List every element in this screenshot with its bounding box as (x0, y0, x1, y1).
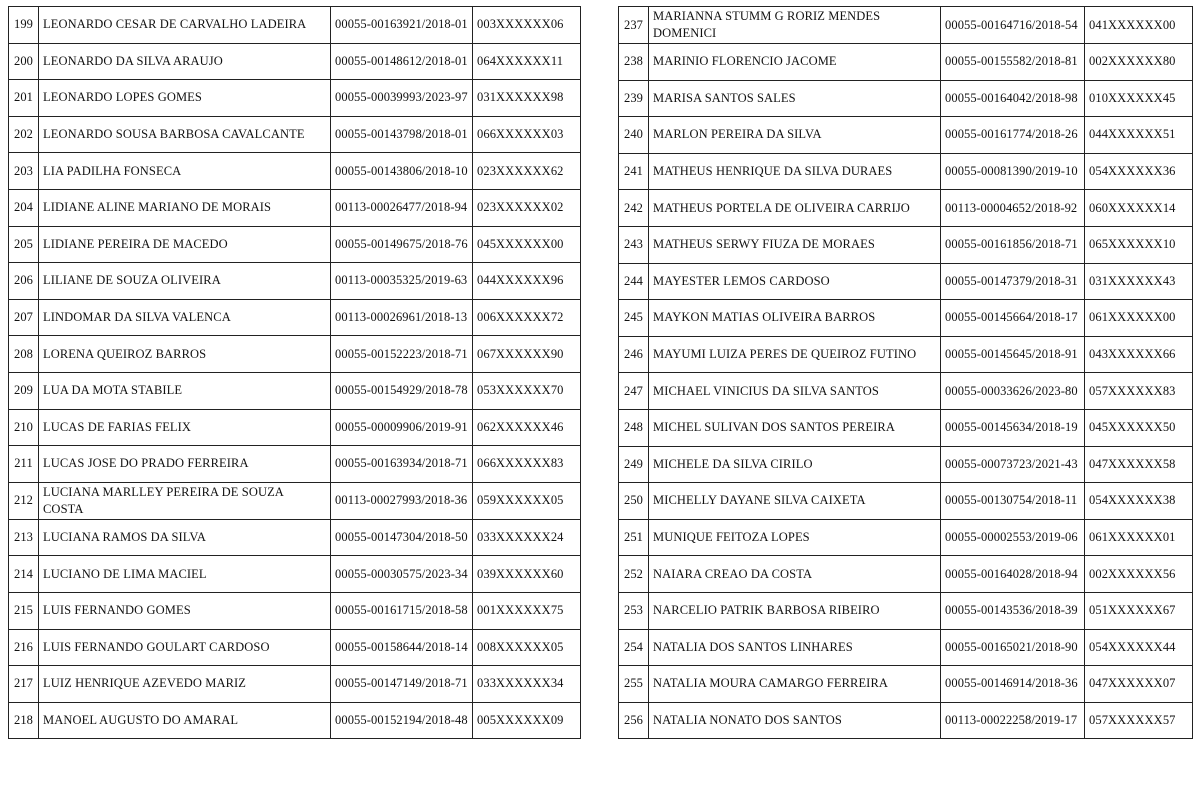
table-row (9, 336, 581, 373)
cpf-cell: 054XXXXXX44 (1085, 629, 1193, 666)
row-number-cell: 245 (619, 300, 649, 337)
table-row (619, 336, 1193, 373)
row-number-cell: 239 (619, 80, 649, 117)
table-row (619, 117, 1193, 154)
row-number-cell: 207 (9, 299, 39, 336)
cpf-cell: 010XXXXXX45 (1085, 80, 1193, 117)
name-cell: NAIARA CREAO DA COSTA (649, 556, 941, 593)
right-list-table (618, 6, 1193, 739)
row-number-cell: 250 (619, 483, 649, 520)
name-cell: MATHEUS HENRIQUE DA SILVA DURAES (649, 153, 941, 190)
process-number-cell: 00055-00009906/2019-91 (331, 409, 473, 446)
process-number-cell: 00055-00145634/2018-19 (941, 409, 1085, 446)
cpf-cell: 002XXXXXX80 (1085, 44, 1193, 81)
cpf-cell: 059XXXXXX05 (473, 482, 581, 519)
process-number-cell: 00055-00039993/2023-97 (331, 80, 473, 117)
process-number-cell: 00055-00163934/2018-71 (331, 446, 473, 483)
process-number-cell: 00055-00164042/2018-98 (941, 80, 1085, 117)
process-number-cell: 00055-00163921/2018-01 (331, 7, 473, 44)
process-number-cell: 00113-00022258/2019-17 (941, 702, 1085, 739)
row-number-cell: 243 (619, 226, 649, 263)
table-row (619, 153, 1193, 190)
process-number-cell: 00113-00035325/2019-63 (331, 263, 473, 300)
row-number-cell: 255 (619, 666, 649, 703)
row-number-cell: 244 (619, 263, 649, 300)
table-row (9, 702, 581, 739)
name-cell: MATHEUS PORTELA DE OLIVEIRA CARRIJO (649, 190, 941, 227)
name-cell: LEONARDO DA SILVA ARAUJO (39, 43, 331, 80)
row-number-cell: 203 (9, 153, 39, 190)
table-row (619, 702, 1193, 739)
table-row (9, 409, 581, 446)
name-cell: LUIS FERNANDO GOMES (39, 592, 331, 629)
left-table-body (9, 7, 581, 739)
row-number-cell: 253 (619, 592, 649, 629)
row-number-cell: 237 (619, 7, 649, 44)
cpf-cell: 031XXXXXX43 (1085, 263, 1193, 300)
table-row (619, 629, 1193, 666)
name-cell: LILIANE DE SOUZA OLIVEIRA (39, 263, 331, 300)
name-cell: LUIZ HENRIQUE AZEVEDO MARIZ (39, 666, 331, 703)
row-number-cell: 249 (619, 446, 649, 483)
process-number-cell: 00055-00081390/2019-10 (941, 153, 1085, 190)
process-number-cell: 00055-00147149/2018-71 (331, 666, 473, 703)
cpf-cell: 062XXXXXX46 (473, 409, 581, 446)
name-cell: LEONARDO LOPES GOMES (39, 80, 331, 117)
table-row (9, 299, 581, 336)
process-number-cell: 00055-00002553/2019-06 (941, 519, 1085, 556)
row-number-cell: 216 (9, 629, 39, 666)
table-row (9, 80, 581, 117)
cpf-cell: 044XXXXXX51 (1085, 117, 1193, 154)
row-number-cell: 204 (9, 189, 39, 226)
table-row (9, 226, 581, 263)
name-cell: MARLON PEREIRA DA SILVA (649, 117, 941, 154)
name-cell: LUCAS DE FARIAS FELIX (39, 409, 331, 446)
cpf-cell: 053XXXXXX70 (473, 372, 581, 409)
table-row (619, 666, 1193, 703)
row-number-cell: 199 (9, 7, 39, 44)
name-cell: LEONARDO CESAR DE CARVALHO LADEIRA (39, 7, 331, 44)
process-number-cell: 00055-00149675/2018-76 (331, 226, 473, 263)
process-number-cell: 00055-00164028/2018-94 (941, 556, 1085, 593)
table-row (619, 263, 1193, 300)
name-cell: NATALIA DOS SANTOS LINHARES (649, 629, 941, 666)
cpf-cell: 005XXXXXX09 (473, 702, 581, 739)
row-number-cell: 212 (9, 482, 39, 519)
cpf-cell: 057XXXXXX57 (1085, 702, 1193, 739)
row-number-cell: 213 (9, 519, 39, 556)
process-number-cell: 00055-00148612/2018-01 (331, 43, 473, 80)
row-number-cell: 206 (9, 263, 39, 300)
cpf-cell: 064XXXXXX11 (473, 43, 581, 80)
name-cell: MICHEL SULIVAN DOS SANTOS PEREIRA (649, 409, 941, 446)
cpf-cell: 045XXXXXX00 (473, 226, 581, 263)
name-cell: MUNIQUE FEITOZA LOPES (649, 519, 941, 556)
cpf-cell: 061XXXXXX01 (1085, 519, 1193, 556)
row-number-cell: 211 (9, 446, 39, 483)
cpf-cell: 066XXXXXX03 (473, 116, 581, 153)
cpf-cell: 065XXXXXX10 (1085, 226, 1193, 263)
process-number-cell: 00055-00161856/2018-71 (941, 226, 1085, 263)
name-cell: MAYESTER LEMOS CARDOSO (649, 263, 941, 300)
name-cell: MARIANNA STUMM G RORIZ MENDES DOMENICI (649, 7, 941, 44)
name-cell: MICHELLY DAYANE SILVA CAIXETA (649, 483, 941, 520)
name-cell: LORENA QUEIROZ BARROS (39, 336, 331, 373)
row-number-cell: 202 (9, 116, 39, 153)
cpf-cell: 067XXXXXX90 (473, 336, 581, 373)
row-number-cell: 241 (619, 153, 649, 190)
name-cell: MAYKON MATIAS OLIVEIRA BARROS (649, 300, 941, 337)
row-number-cell: 252 (619, 556, 649, 593)
row-number-cell: 208 (9, 336, 39, 373)
left-list-table (8, 6, 581, 739)
row-number-cell: 214 (9, 556, 39, 593)
process-number-cell: 00055-00073723/2021-43 (941, 446, 1085, 483)
process-number-cell: 00055-00147304/2018-50 (331, 519, 473, 556)
table-row (9, 43, 581, 80)
process-number-cell: 00113-00027993/2018-36 (331, 482, 473, 519)
process-number-cell: 00055-00164716/2018-54 (941, 7, 1085, 44)
row-number-cell: 240 (619, 117, 649, 154)
process-number-cell: 00055-00030575/2023-34 (331, 556, 473, 593)
process-number-cell: 00055-00143536/2018-39 (941, 592, 1085, 629)
table-row (619, 80, 1193, 117)
name-cell: LINDOMAR DA SILVA VALENCA (39, 299, 331, 336)
cpf-cell: 044XXXXXX96 (473, 263, 581, 300)
table-row (9, 153, 581, 190)
process-number-cell: 00055-00147379/2018-31 (941, 263, 1085, 300)
process-number-cell: 00055-00161715/2018-58 (331, 592, 473, 629)
table-row (619, 7, 1193, 44)
table-row (9, 263, 581, 300)
name-cell: NATALIA MOURA CAMARGO FERREIRA (649, 666, 941, 703)
row-number-cell: 217 (9, 666, 39, 703)
table-row (9, 556, 581, 593)
table-row (9, 446, 581, 483)
process-number-cell: 00055-00143806/2018-10 (331, 153, 473, 190)
row-number-cell: 254 (619, 629, 649, 666)
name-cell: LUCIANA MARLLEY PEREIRA DE SOUZA COSTA (39, 482, 331, 519)
table-row (619, 300, 1193, 337)
cpf-cell: 008XXXXXX05 (473, 629, 581, 666)
cpf-cell: 031XXXXXX98 (473, 80, 581, 117)
cpf-cell: 043XXXXXX66 (1085, 336, 1193, 373)
process-number-cell: 00055-00143798/2018-01 (331, 116, 473, 153)
cpf-cell: 051XXXXXX67 (1085, 592, 1193, 629)
table-row (9, 7, 581, 44)
name-cell: MANOEL AUGUSTO DO AMARAL (39, 702, 331, 739)
cpf-cell: 023XXXXXX62 (473, 153, 581, 190)
row-number-cell: 248 (619, 409, 649, 446)
process-number-cell: 00055-00033626/2023-80 (941, 373, 1085, 410)
table-row (619, 226, 1193, 263)
process-number-cell: 00055-00165021/2018-90 (941, 629, 1085, 666)
cpf-cell: 054XXXXXX38 (1085, 483, 1193, 520)
row-number-cell: 256 (619, 702, 649, 739)
table-row (619, 44, 1193, 81)
cpf-cell: 002XXXXXX56 (1085, 556, 1193, 593)
right-table-body (619, 7, 1193, 739)
process-number-cell: 00055-00152194/2018-48 (331, 702, 473, 739)
name-cell: LUCIANA RAMOS DA SILVA (39, 519, 331, 556)
name-cell: NATALIA NONATO DOS SANTOS (649, 702, 941, 739)
table-row (9, 666, 581, 703)
process-number-cell: 00055-00155582/2018-81 (941, 44, 1085, 81)
cpf-cell: 001XXXXXX75 (473, 592, 581, 629)
process-number-cell: 00113-00026961/2018-13 (331, 299, 473, 336)
cpf-cell: 054XXXXXX36 (1085, 153, 1193, 190)
table-row (619, 409, 1193, 446)
process-number-cell: 00055-00152223/2018-71 (331, 336, 473, 373)
cpf-cell: 006XXXXXX72 (473, 299, 581, 336)
row-number-cell: 242 (619, 190, 649, 227)
process-number-cell: 00055-00158644/2018-14 (331, 629, 473, 666)
row-number-cell: 247 (619, 373, 649, 410)
row-number-cell: 215 (9, 592, 39, 629)
process-number-cell: 00055-00161774/2018-26 (941, 117, 1085, 154)
cpf-cell: 033XXXXXX24 (473, 519, 581, 556)
cpf-cell: 061XXXXXX00 (1085, 300, 1193, 337)
cpf-cell: 047XXXXXX07 (1085, 666, 1193, 703)
table-row (9, 116, 581, 153)
cpf-cell: 047XXXXXX58 (1085, 446, 1193, 483)
name-cell: MICHELE DA SILVA CIRILO (649, 446, 941, 483)
name-cell: MICHAEL VINICIUS DA SILVA SANTOS (649, 373, 941, 410)
name-cell: LUCAS JOSE DO PRADO FERREIRA (39, 446, 331, 483)
table-row (619, 592, 1193, 629)
table-row (619, 446, 1193, 483)
row-number-cell: 205 (9, 226, 39, 263)
cpf-cell: 041XXXXXX00 (1085, 7, 1193, 44)
name-cell: LUIS FERNANDO GOULART CARDOSO (39, 629, 331, 666)
table-row (9, 372, 581, 409)
row-number-cell: 251 (619, 519, 649, 556)
process-number-cell: 00055-00145645/2018-91 (941, 336, 1085, 373)
cpf-cell: 057XXXXXX83 (1085, 373, 1193, 410)
table-row (9, 189, 581, 226)
table-row (9, 629, 581, 666)
table-row (619, 373, 1193, 410)
name-cell: LIDIANE PEREIRA DE MACEDO (39, 226, 331, 263)
table-row (619, 519, 1193, 556)
row-number-cell: 238 (619, 44, 649, 81)
process-number-cell: 00113-00026477/2018-94 (331, 189, 473, 226)
process-number-cell: 00055-00130754/2018-11 (941, 483, 1085, 520)
cpf-cell: 045XXXXXX50 (1085, 409, 1193, 446)
name-cell: MARINIO FLORENCIO JACOME (649, 44, 941, 81)
row-number-cell: 200 (9, 43, 39, 80)
name-cell: MARISA SANTOS SALES (649, 80, 941, 117)
table-row (9, 482, 581, 519)
cpf-cell: 033XXXXXX34 (473, 666, 581, 703)
name-cell: LIA PADILHA FONSECA (39, 153, 331, 190)
cpf-cell: 039XXXXXX60 (473, 556, 581, 593)
process-number-cell: 00055-00145664/2018-17 (941, 300, 1085, 337)
cpf-cell: 066XXXXXX83 (473, 446, 581, 483)
name-cell: LUCIANO DE LIMA MACIEL (39, 556, 331, 593)
name-cell: MATHEUS SERWY FIUZA DE MORAES (649, 226, 941, 263)
row-number-cell: 209 (9, 372, 39, 409)
process-number-cell: 00113-00004652/2018-92 (941, 190, 1085, 227)
table-row (9, 519, 581, 556)
cpf-cell: 060XXXXXX14 (1085, 190, 1193, 227)
name-cell: LEONARDO SOUSA BARBOSA CAVALCANTE (39, 116, 331, 153)
cpf-cell: 023XXXXXX02 (473, 189, 581, 226)
table-row (9, 592, 581, 629)
name-cell: LUA DA MOTA STABILE (39, 372, 331, 409)
row-number-cell: 201 (9, 80, 39, 117)
table-row (619, 556, 1193, 593)
cpf-cell: 003XXXXXX06 (473, 7, 581, 44)
row-number-cell: 246 (619, 336, 649, 373)
process-number-cell: 00055-00154929/2018-78 (331, 372, 473, 409)
process-number-cell: 00055-00146914/2018-36 (941, 666, 1085, 703)
table-row (619, 483, 1193, 520)
name-cell: LIDIANE ALINE MARIANO DE MORAIS (39, 189, 331, 226)
name-cell: NARCELIO PATRIK BARBOSA RIBEIRO (649, 592, 941, 629)
row-number-cell: 210 (9, 409, 39, 446)
name-cell: MAYUMI LUIZA PERES DE QUEIROZ FUTINO (649, 336, 941, 373)
row-number-cell: 218 (9, 702, 39, 739)
table-row (619, 190, 1193, 227)
